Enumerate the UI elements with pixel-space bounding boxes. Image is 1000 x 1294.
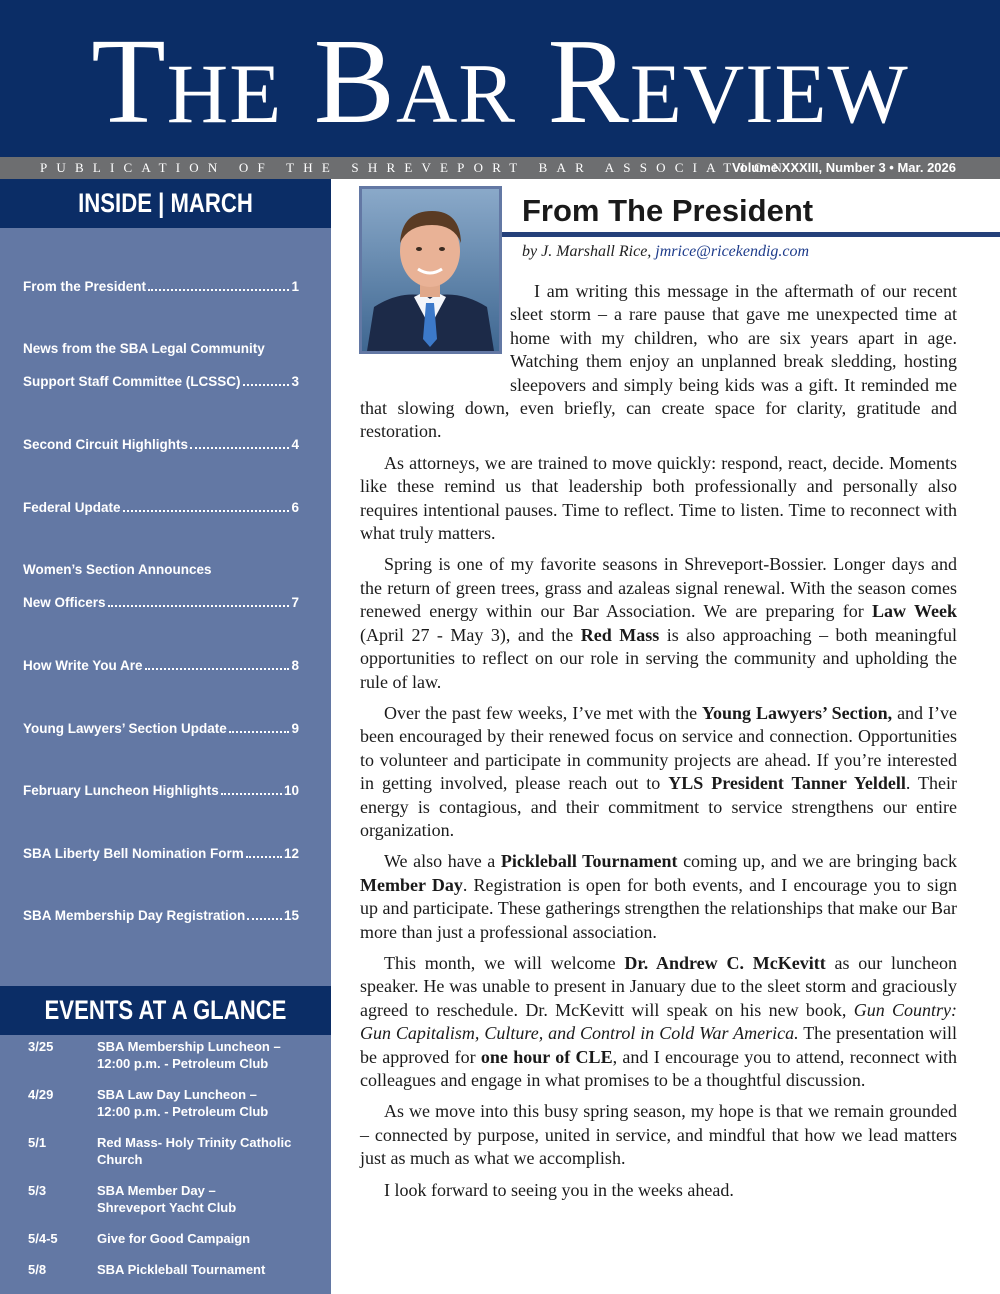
event-date: 5/4-5 (28, 1231, 58, 1246)
paragraph: As attorneys, we are trained to move quickly: respond, react, decide. Moments like these remind us that leadership both professionally and personally also requires intentional pauses. Time to reflect. Time to listen. Time to reconnect with what truly matters. (360, 452, 957, 544)
toc-item[interactable] (23, 846, 299, 864)
publication-strip (0, 157, 1000, 179)
publication-name: PUBLICATION OF THE SHREVEPORT BAR ASSOCIATION (40, 160, 792, 175)
toc-item[interactable] (23, 279, 299, 297)
toc-leader (123, 501, 290, 512)
article-title: From The President (522, 193, 814, 228)
photo-wrap-space (360, 280, 510, 376)
author-email-link[interactable]: jmrice@ricekendig.com (655, 243, 810, 260)
paragraph: Over the past few weeks, I’ve met with the Young Lawyers’ Section, and I’ve been encouraged by their renewed focus on service and connection. Opportunities to volunteer and participate in community projects are ahead. If you’re interested in getting involved, please reach out to YLS President Tanner Yeldell. Their energy is contagious, and their commitment to service strengthens our entire organization. (360, 702, 958, 840)
paragraph: This month, we will welcome Dr. Andrew C. McKevitt as our luncheon speaker. He was unable to present in January due to the sleet storm and graciously agreed to reschedule. Dr. McKevitt will speak on his new book, Gun Country: Gun Capitalism, Culture, and Control in Cold War America. The presentation will be approved for one hour of CLE, and I encourage you to attend, reconnect with colleagues and engage in what promises to be a thoughtful discussion. (360, 952, 958, 1090)
toc-page: 15 (283, 908, 299, 923)
event-title: Give for Good Campaign (97, 1231, 251, 1246)
newsletter-title: The Bar Review (91, 14, 909, 149)
toc-item[interactable] (23, 783, 299, 801)
toc-item[interactable] (23, 437, 299, 455)
toc-page: 8 (291, 658, 299, 673)
event-title: SBA Membership Luncheon – (97, 1039, 281, 1054)
toc-label-line1: Women’s Section Announces (23, 562, 212, 577)
event-title: SBA Law Day Luncheon – (97, 1087, 257, 1102)
issue-info: Volume XXXIII, Number 3 • Mar. 2026 (732, 160, 956, 175)
toc-leader (221, 784, 282, 795)
event-date: 5/1 (28, 1135, 47, 1150)
toc-page: 12 (283, 846, 299, 861)
toc-label: New Officers (23, 595, 106, 610)
event-date: 3/25 (28, 1039, 54, 1054)
paragraph: We also have a Pickleball Tournament coming up, and we are bringing back Member Day. Registration is open for both events, and I encourage you to sign up and participate. These gatherings strengthen the relationships that make our Bar more than just a professional association. (360, 851, 958, 942)
event-title: Red Mass- Holy Trinity Catholic (97, 1135, 292, 1150)
toc-leader (190, 438, 289, 449)
toc-label: Second Circuit Highlights (23, 437, 189, 452)
event-title: SBA Pickleball Tournament (97, 1262, 266, 1277)
toc-label: Support Staff Committee (LCSSC) (23, 374, 241, 389)
title-rule (502, 232, 1000, 237)
toc-leader (229, 722, 290, 733)
toc-page: 4 (291, 437, 299, 452)
toc-label: SBA Membership Day Registration (23, 908, 246, 923)
event-detail: Shreveport Yacht Club (97, 1200, 237, 1215)
paragraph: Spring is one of my favorite seasons in Shreveport-Bossier. Longer days and the return of green trees, grass and azaleas signal renewal. With the season comes renewed energy within our Bar Association. We are preparing for Law Week (April 27 - May 3), and the Red Mass is also approaching – both meaningful opportunities to reflect on our role in serving the community and upholding the rule of law. (360, 554, 958, 692)
sidebar (0, 179, 331, 1294)
toc-leader (145, 659, 290, 670)
inside-heading: INSIDE | MARCH (78, 188, 253, 218)
toc-label: From the President (23, 279, 147, 294)
byline (522, 243, 809, 261)
event-date: 5/3 (28, 1183, 47, 1198)
events-heading: EVENTS AT A GLANCE (44, 995, 287, 1025)
toc-leader (246, 847, 282, 858)
event-detail: Church (97, 1152, 143, 1167)
toc-item[interactable] (23, 341, 299, 392)
toc-item[interactable] (23, 721, 299, 739)
toc-leader (243, 375, 290, 386)
event-title: SBA Member Day – (97, 1183, 216, 1198)
toc-label: How Write You Are (23, 658, 143, 673)
event-date: 4/29 (28, 1087, 54, 1102)
toc-page: 7 (291, 595, 299, 610)
toc-item[interactable] (23, 908, 299, 926)
paragraph: As we move into this busy spring season, my hope is that we remain grounded – connected by purpose, united in service, and mindful that how we lead matters just as much as what we accomplish. (360, 1101, 957, 1169)
paragraph: I am writing this message in the aftermath of our recent sleet storm – a rare pause that gave me unexpected time at home with my children, who are six years apart in age. Watching them enjoy an unplanned break sledding, hosting sleepovers and simply being kids was a gift. It reminded me that slowing down, even briefly, can create space for clarity, gratitude and restoration. (360, 281, 957, 442)
toc-leader (148, 280, 289, 291)
event-date: 5/8 (28, 1262, 47, 1277)
toc-item[interactable] (23, 658, 299, 676)
toc-page: 1 (291, 279, 299, 294)
paragraph: I look forward to seeing you in the weeks ahead. (384, 1179, 734, 1200)
event-detail: 12:00 p.m. - Petroleum Club (97, 1056, 269, 1071)
toc-label-line1: News from the SBA Legal Community (23, 341, 265, 356)
toc-leader (247, 909, 282, 920)
inside-heading-bar (0, 179, 331, 228)
toc-item[interactable] (23, 500, 299, 518)
toc-page: 9 (291, 721, 299, 736)
toc-item[interactable] (23, 562, 299, 613)
toc-label: SBA Liberty Bell Nomination Form (23, 846, 244, 861)
toc-page: 10 (283, 783, 299, 798)
toc-page: 3 (291, 374, 299, 389)
events-heading-bar (0, 986, 331, 1035)
event-detail: 12:00 p.m. - Petroleum Club (97, 1104, 269, 1119)
toc-page: 6 (291, 500, 299, 515)
toc-leader (108, 596, 290, 607)
article-body (360, 280, 957, 1210)
toc-label: Young Lawyers’ Section Update (23, 721, 227, 736)
byline-author: by J. Marshall Rice, (522, 243, 652, 260)
toc-label: February Luncheon Highlights (23, 783, 219, 798)
toc-label: Federal Update (23, 500, 121, 515)
masthead (0, 0, 1000, 157)
